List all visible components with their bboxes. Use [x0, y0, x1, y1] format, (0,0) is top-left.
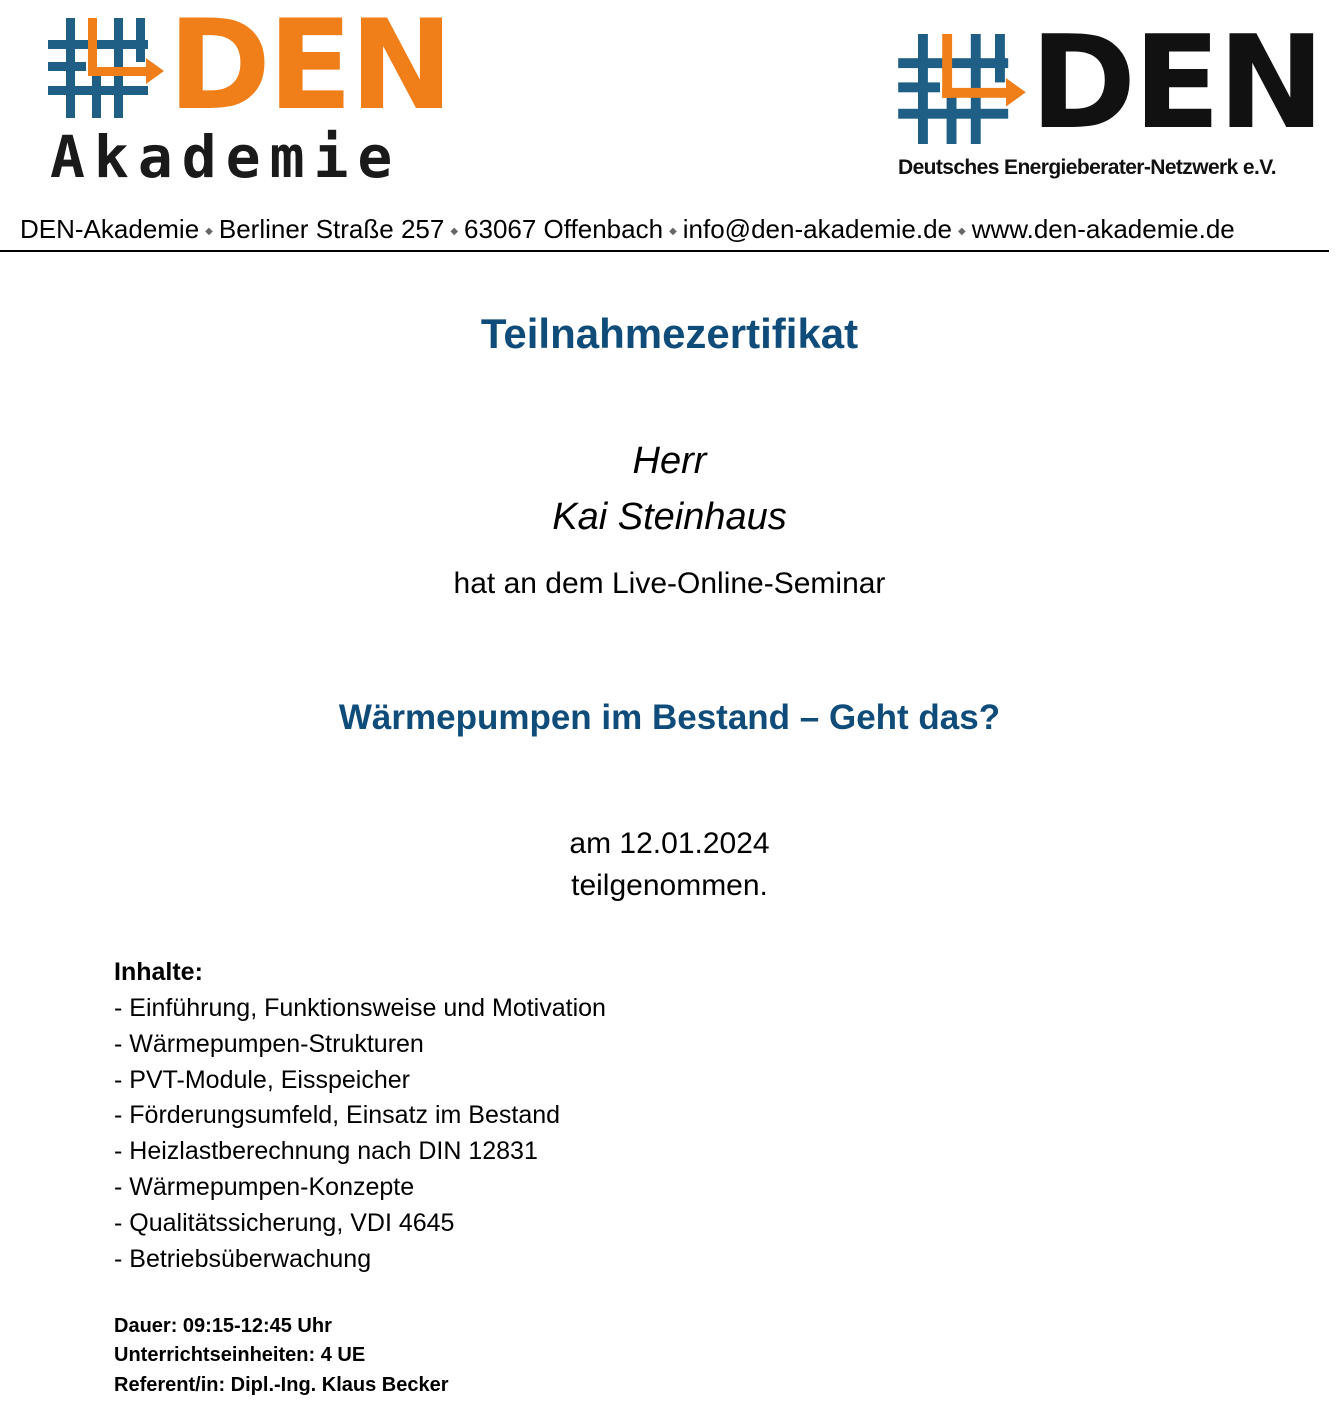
- duration-text: Dauer: 09:15-12:45 Uhr: [114, 1315, 332, 1337]
- bullet-separator: ◆: [958, 225, 966, 237]
- den-logo-mark: [898, 34, 1026, 144]
- list-item: - Qualitätssicherung, VDI 4645: [114, 1208, 455, 1237]
- list-item: - Wärmepumpen-Konzepte: [114, 1172, 415, 1201]
- den-akademie-logo-mark: [48, 18, 164, 118]
- completion-text: teilgenommen.: [571, 869, 768, 902]
- participant-salutation: Herr: [632, 440, 707, 482]
- address-street: Berliner Straße 257: [218, 214, 445, 244]
- speaker-text: Referent/in: Dipl.-Ing. Klaus Becker: [114, 1374, 449, 1396]
- header-divider: [0, 250, 1329, 252]
- website-link[interactable]: www.den-akademie.de: [971, 214, 1235, 244]
- right-logo-name: DEN: [1030, 9, 1322, 158]
- bullet-separator: ◆: [669, 225, 677, 237]
- seminar-date: am 12.01.2024: [569, 827, 770, 860]
- list-item: - Betriebsüberwachung: [114, 1244, 372, 1273]
- contents-heading: Inhalte:: [114, 958, 203, 986]
- left-logo-subtitle: Akademie: [50, 123, 402, 191]
- list-item: - Förderungsumfeld, Einsatz im Bestand: [114, 1101, 561, 1130]
- list-item: - Einführung, Funktionsweise und Motivation: [114, 994, 606, 1022]
- contents-list: [114, 992, 606, 1278]
- list-item: - PVT-Module, Eisspeicher: [114, 1065, 410, 1094]
- bullet-separator: ◆: [205, 225, 213, 237]
- address-city: 63067 Offenbach: [464, 214, 664, 244]
- units-text: Unterrichtseinheiten: 4 UE: [114, 1344, 366, 1366]
- address-line: [20, 214, 1320, 245]
- certificate-title: Teilnahmezertifikat: [480, 310, 859, 357]
- participant-name: Kai Steinhaus: [552, 496, 787, 538]
- intro-text: hat an dem Live-Online-Seminar: [453, 567, 886, 600]
- right-logo-subtitle: Deutsches Energieberater-Netzwerk e.V.: [898, 156, 1276, 179]
- list-item: - Heizlastberechnung nach DIN 12831: [114, 1137, 538, 1166]
- email-link[interactable]: info@den-akademie.de: [682, 214, 952, 244]
- bullet-separator: ◆: [450, 225, 459, 237]
- list-item: - Wärmepumpen-Strukturen: [114, 1029, 424, 1058]
- address-organization: DEN-Akademie: [20, 214, 200, 244]
- left-logo-name: DEN: [168, 0, 451, 138]
- seminar-title: Wärmepumpen im Bestand – Geht das?: [338, 698, 1001, 737]
